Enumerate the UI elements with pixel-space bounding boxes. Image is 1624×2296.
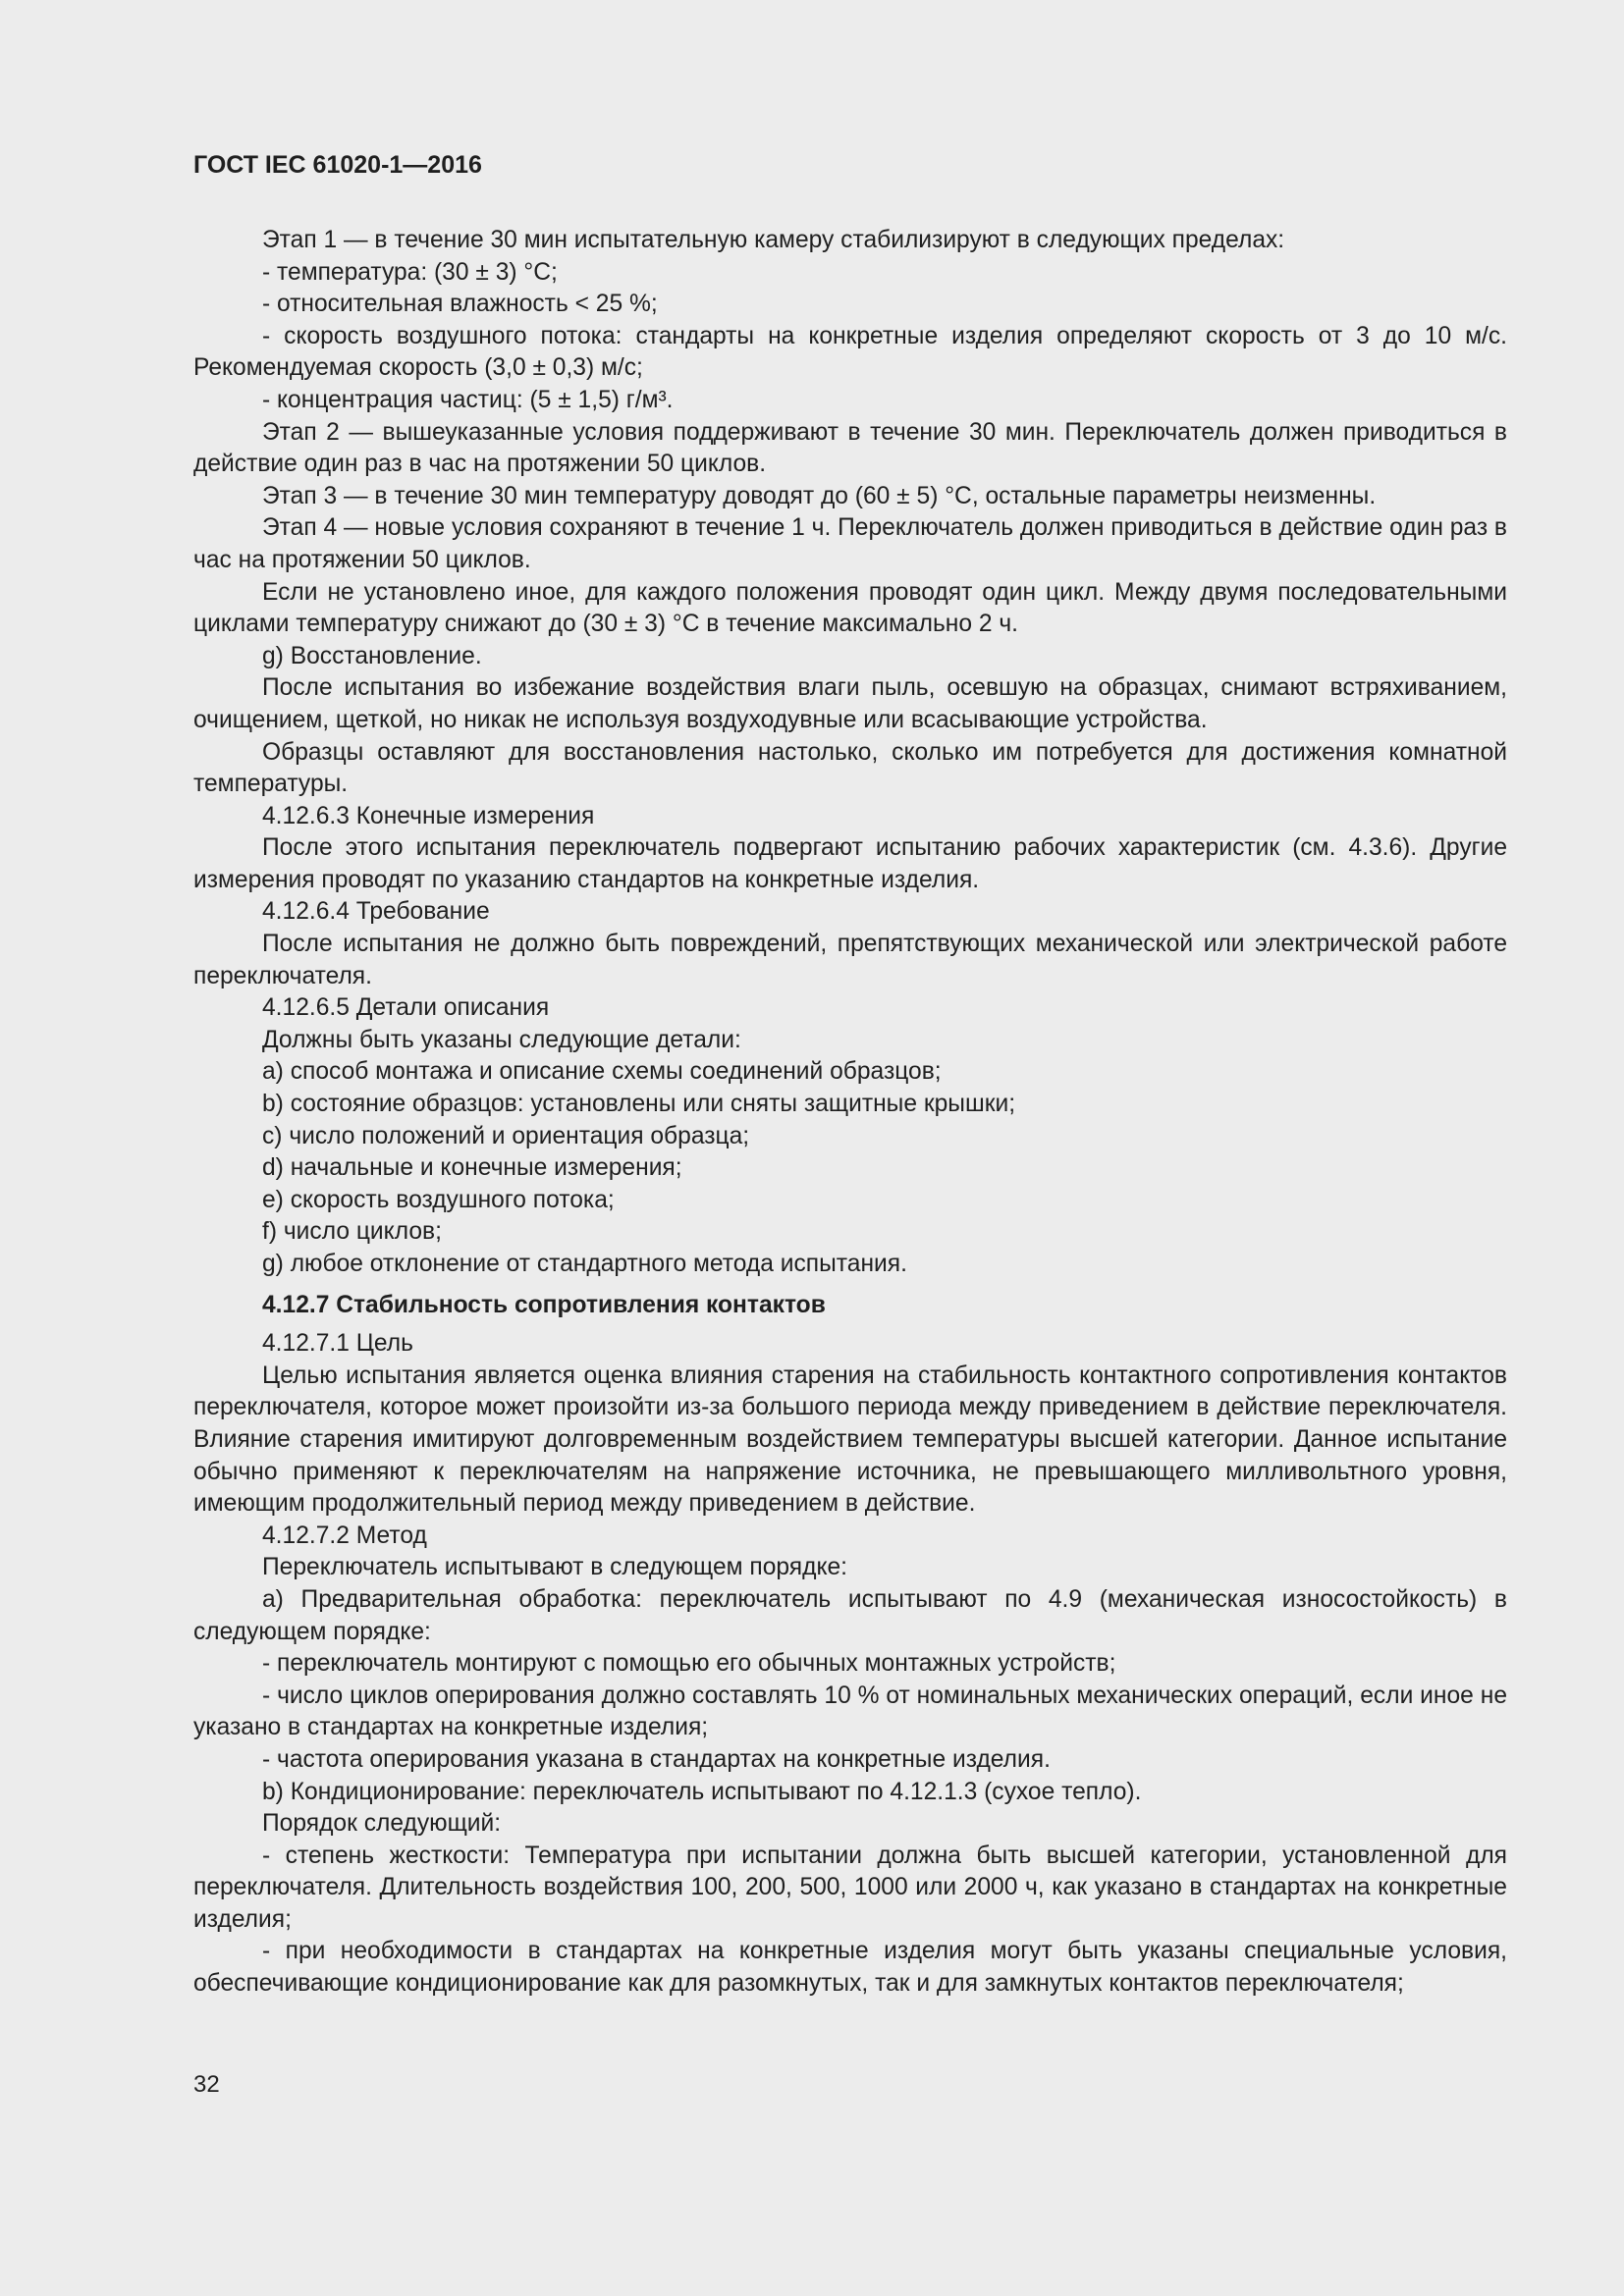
document-body (193, 225, 1507, 2001)
paragraph: - скорость воздушного потока: стандарты на конкретные изделия определяют скорость от 3 до 10 м/с. Рекомендуемая скорость (3,0 ± 0,3) м/с; (193, 322, 1507, 382)
list-item: - степень жесткости: Температура при испытании должна быть высшей категории, установленной для переключателя. Длительность воздействия 100, 200, 500, 1000 или 2000 ч, как указано в стандартах на конкретные изделия; (193, 1842, 1507, 1933)
list-item: - частота оперирования указана в стандартах на конкретные изделия. (262, 1745, 1051, 1773)
subsection-title: 4.12.6.3 Конечные измерения (262, 802, 595, 829)
subsection-title: 4.12.7.1 Цель (262, 1330, 413, 1358)
list-item: f) число циклов; (262, 1218, 442, 1246)
paragraph: Этап 4 — новые условия сохраняют в течение 1 ч. Переключатель должен приводиться в действие один раз в час на протяжении 50 циклов. (193, 514, 1507, 573)
paragraph: - относительная влажность < 25 %; (262, 291, 658, 318)
document-header: ГОСТ IEC 61020-1—2016 (193, 151, 482, 179)
list-item: g) любое отклонение от стандартного метода испытания. (262, 1251, 907, 1277)
list-item: b) состояние образцов: установлены или сняты защитные крышки; (262, 1091, 1016, 1118)
list-item: - переключатель монтируют с помощью его обычных монтажных устройств; (262, 1650, 1116, 1678)
paragraph: Должны быть указаны следующие детали: (262, 1026, 741, 1053)
paragraph: a) Предварительная обработка: переключатель испытывают по 4.9 (механическая износостойкость) в следующем порядке: (193, 1585, 1507, 1645)
subsection-title: 4.12.6.5 Детали описания (262, 994, 550, 1022)
paragraph: После испытания во избежание воздействия влаги пыль, осевшую на образцах, снимают встряхиванием, очищением, щеткой, но никак не используя воздуходувные или всасывающие устройства. (193, 674, 1507, 733)
paragraph: Целью испытания является оценка влияния старения на стабильность контактного сопротивления контактов переключателя, которое может произойти из-за большого периода между приведением в действие переключателя. Влияние старения имитируют долговременным воздействием температуры высшей категории. Данное испытание обычно применяют к переключателям на напряжение источника, не превышающего милливольтного уровня, имеющим продолжительный период между приведением в действие. (193, 1362, 1507, 1518)
paragraph: Этап 2 — вышеуказанные условия поддерживают в течение 30 мин. Переключатель должен приводиться в действие один раз в час на протяжении 50 циклов. (193, 418, 1507, 478)
paragraph: Если не установлено иное, для каждого положения проводят один цикл. Между двумя последовательными циклами температуру снижают до (30 ± 3) °С в течение максимально 2 ч. (193, 578, 1507, 638)
list-item: a) способ монтажа и описание схемы соединений образцов; (262, 1058, 942, 1086)
paragraph: g) Восстановление. (262, 642, 482, 669)
list-item: e) скорость воздушного потока; (262, 1186, 615, 1213)
paragraph: b) Кондиционирование: переключатель испытывают по 4.12.1.3 (сухое тепло). (262, 1778, 1142, 1805)
paragraph: Порядок следующий: (262, 1810, 502, 1838)
paragraph: - концентрация частиц: (5 ± 1,5) г/м³. (262, 386, 674, 413)
subsection-title: 4.12.7.2 Метод (262, 1522, 427, 1549)
section-heading: 4.12.7 Стабильность сопротивления контактов (262, 1291, 826, 1318)
paragraph: Этап 3 — в течение 30 мин температуру доводят до (60 ± 5) °С, остальные параметры неизменны. (262, 482, 1377, 509)
subsection-title: 4.12.6.4 Требование (262, 898, 490, 926)
list-item: d) начальные и конечные измерения; (262, 1154, 682, 1182)
paragraph: После этого испытания переключатель подвергают испытанию рабочих характеристик (см. 4.3.6). Другие измерения проводят по указанию стандартов на конкретные изделия. (193, 834, 1507, 893)
page-number: 32 (193, 2071, 220, 2098)
paragraph: Этап 1 — в течение 30 мин испытательную камеру стабилизируют в следующих пределах: (262, 227, 1285, 253)
list-item: - число циклов оперирования должно составлять 10 % от номинальных механических операций, если иное не указано в стандартах на конкретные изделия; (193, 1682, 1507, 1741)
list-item: c) число положений и ориентация образца; (262, 1122, 750, 1149)
paragraph: Переключатель испытывают в следующем порядке: (262, 1554, 848, 1581)
paragraph: Образцы оставляют для восстановления настолько, сколько им потребуется для достижения комнатной температуры. (193, 738, 1507, 798)
paragraph: После испытания не должно быть повреждений, препятствующих механической или электрической работе переключателя. (193, 931, 1507, 989)
list-item: - при необходимости в стандартах на конкретные изделия могут быть указаны специальные условия, обеспечивающие кондиционирование как для разомкнутых, так и для замкнутых контактов переключателя; (193, 1938, 1507, 1998)
paragraph: - температура: (30 ± 3) °С; (262, 258, 558, 286)
